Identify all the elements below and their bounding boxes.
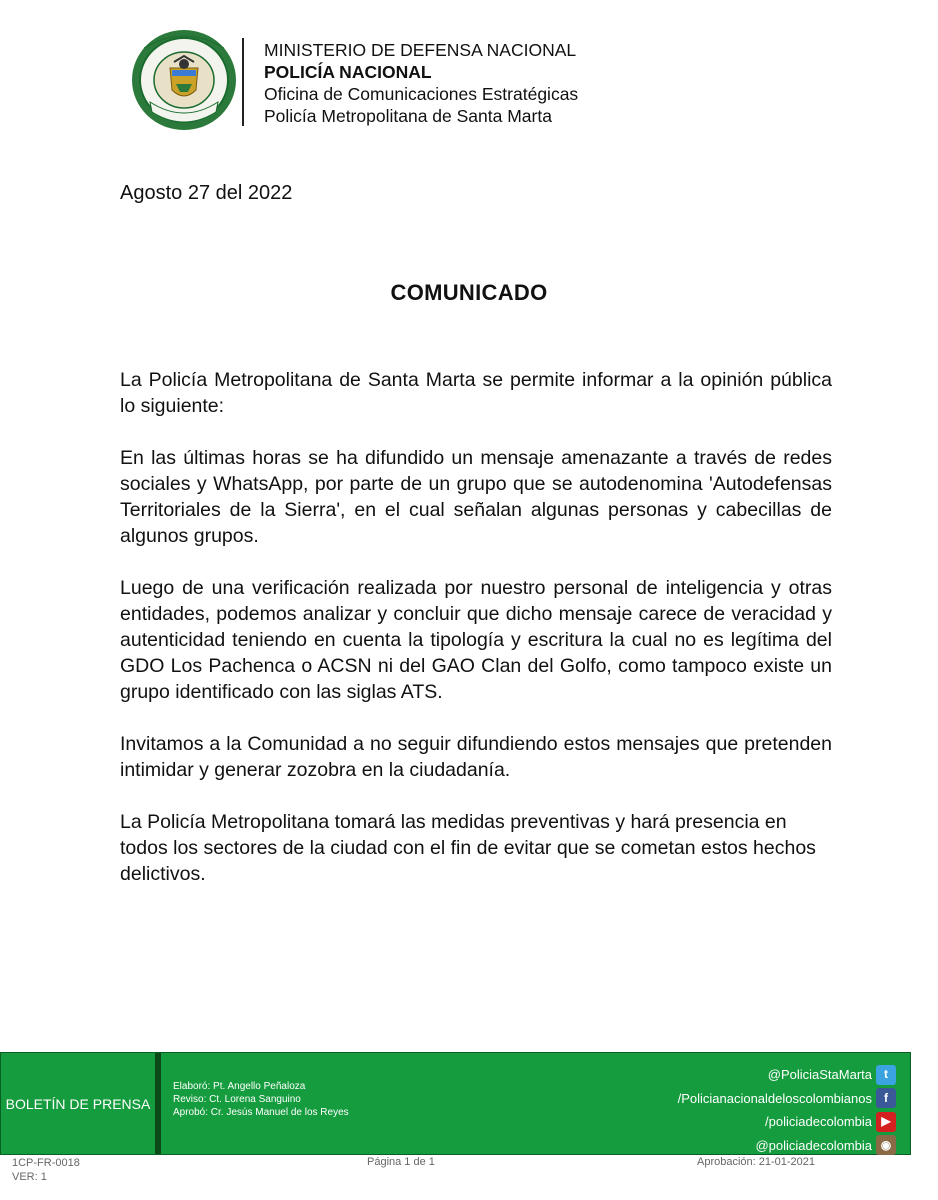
youtube-icon: ▶ bbox=[876, 1112, 896, 1132]
header-divider bbox=[242, 38, 244, 126]
document-control-footer bbox=[0, 1156, 909, 1196]
letterhead bbox=[130, 28, 730, 138]
credits bbox=[173, 1080, 349, 1119]
twitter-icon: t bbox=[876, 1065, 896, 1085]
bulletin-label: BOLETÍN DE PRENSA bbox=[1, 1053, 161, 1154]
form-version: VER: 1 bbox=[12, 1171, 47, 1183]
paragraph: Luego de una verificación realizada por nuestro personal de inteligencia y otras entidades, podemos analizar y concluir que dicho mensaje carece de veracidad y autenticidad teniendo en cuenta la tipología y escritura la cual no es legítima del GDO Los Pachenca o ACSN ni del GAO Clan del Golfo, como tampoco existe un grupo identificado con las siglas ATS. bbox=[120, 577, 832, 703]
facebook-icon: f bbox=[876, 1088, 896, 1108]
paragraph: Invitamos a la Comunidad a no seguir difundiendo estos mensajes que pretenden intimidar y generar zozobra en la ciudadanía. bbox=[120, 733, 832, 781]
twitter-handle[interactable]: @PoliciaStaMarta bbox=[767, 1067, 872, 1082]
instagram-handle[interactable]: @policiadecolombia bbox=[755, 1137, 872, 1153]
social-facebook[interactable] bbox=[678, 1087, 896, 1111]
social-twitter[interactable] bbox=[678, 1063, 896, 1087]
police-seal-logo bbox=[130, 28, 238, 132]
metropolitan-name: Policía Metropolitana de Santa Marta bbox=[264, 106, 552, 126]
press-footer bbox=[0, 1052, 911, 1155]
office-name: Oficina de Comunicaciones Estratégicas bbox=[264, 84, 579, 104]
credit-reviso: Reviso: Ct. Lorena Sanguino bbox=[173, 1094, 301, 1105]
youtube-handle[interactable]: /policiadecolombia bbox=[765, 1114, 872, 1129]
social-links bbox=[678, 1063, 896, 1157]
credit-aprobo: Aprobó: Cr. Jesús Manuel de los Reyes bbox=[173, 1107, 349, 1118]
ministry-name: MINISTERIO DE DEFENSA NACIONAL bbox=[264, 40, 577, 60]
page-number: Página 1 de 1 bbox=[367, 1156, 435, 1168]
social-instagram[interactable] bbox=[678, 1134, 896, 1158]
organization-block bbox=[264, 39, 578, 127]
document-title: COMUNICADO bbox=[390, 280, 548, 305]
paragraph: La Policía Metropolitana tomará las medidas preventivas y hará presencia en todos los sectores de la ciudad con el fin de evitar que se cometan estos hechos delictivos. bbox=[120, 811, 816, 885]
paragraph: La Policía Metropolitana de Santa Marta se permite informar a la opinión pública lo siguiente: bbox=[120, 369, 832, 417]
approval-date: Aprobación: 21-01-2021 bbox=[697, 1156, 816, 1168]
facebook-handle[interactable]: /Policianacionaldeloscolombianos bbox=[677, 1090, 872, 1106]
form-code-block bbox=[12, 1156, 80, 1184]
paragraph: En las últimas horas se ha difundido un mensaje amenazante a través de redes sociales y WhatsApp, por parte de un grupo que se autodenomina 'Autodefensas Territoriales de la Sierra', en el cual señalan algunas personas y cabecillas de algunos grupos. bbox=[120, 447, 832, 547]
document-date: Agosto 27 del 2022 bbox=[120, 182, 293, 204]
credit-elaboro: Elaboró: Pt. Angello Peñaloza bbox=[173, 1081, 306, 1092]
police-name: POLICÍA NACIONAL bbox=[264, 62, 432, 82]
form-code: 1CP-FR-0018 bbox=[12, 1157, 80, 1169]
social-youtube[interactable] bbox=[678, 1110, 896, 1134]
document-body bbox=[120, 367, 832, 913]
instagram-icon: ◉ bbox=[876, 1135, 896, 1155]
